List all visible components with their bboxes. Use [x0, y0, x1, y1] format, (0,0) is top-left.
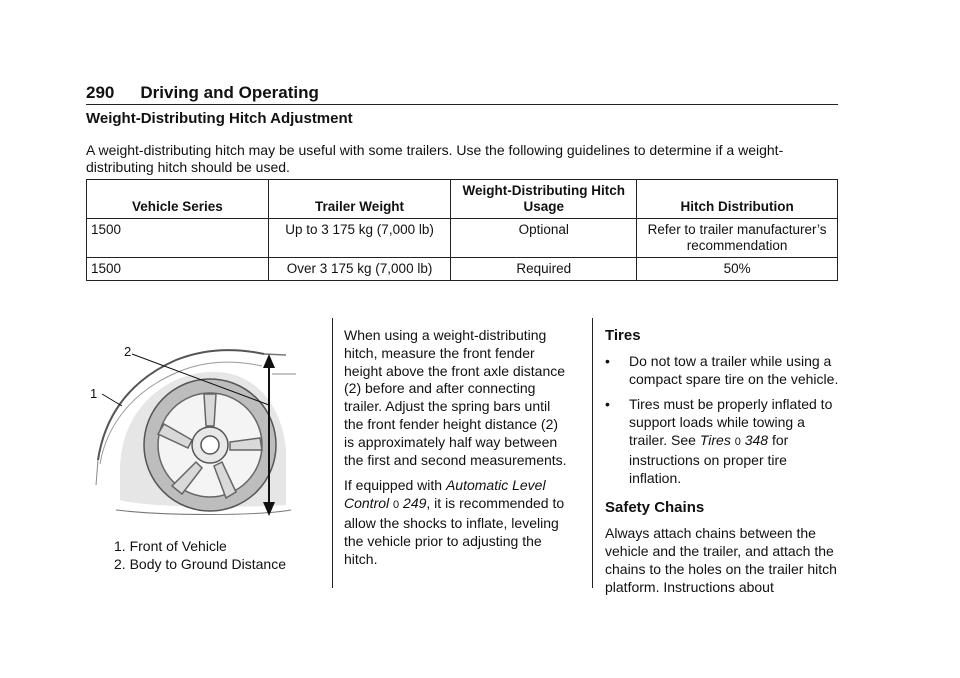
bullet-text: Tires must be properly inflated to support loads while towing a trailer. See	[629, 396, 833, 448]
figure-caption	[114, 537, 286, 573]
page-reference[interactable]: 348	[744, 431, 769, 448]
caption-item: 1. Front of Vehicle	[114, 538, 227, 554]
bullet-text: for instructions on proper tire inflation.	[629, 431, 789, 486]
right-column	[605, 327, 840, 596]
cross-reference-link[interactable]: Automatic Level Control	[344, 477, 546, 512]
middle-column	[344, 327, 572, 576]
bullet-icon: •	[605, 396, 610, 413]
chapter-title: Driving and Operating	[140, 83, 319, 102]
section-title: Weight-Distributing Hitch Adjustment	[86, 110, 353, 127]
list-item	[605, 396, 840, 487]
table-row	[87, 219, 838, 258]
table-cell: Refer to trailer manufacturer’s recommendation	[637, 219, 838, 258]
text-run: , it is recommended to allow the shocks to inflate, leveling the vehicle prior to adjusting the hitch.	[344, 495, 565, 567]
table-cell: 1500	[87, 258, 269, 281]
tires-heading: Tires	[605, 327, 641, 344]
hitch-measure-paragraph: When using a weight-distributing hitch, measure the front fender height above the front axle distance (2) before and after connecting trailer. Adjust the spring bars until the front fender height distance (2) is approximately half way between the first and second measurements.	[344, 327, 567, 468]
wheel-figure	[86, 310, 326, 540]
wheel-illustration	[86, 310, 326, 540]
text-run: If equipped with	[344, 477, 446, 494]
table-cell: Optional	[451, 219, 637, 258]
table-cell: Required	[451, 258, 637, 281]
safety-chains-heading: Safety Chains	[605, 499, 705, 517]
list-item	[605, 353, 840, 389]
table-cell: Over 3 175 kg (7,000 lb)	[268, 258, 451, 281]
page-number: 290	[86, 83, 115, 102]
bullet-icon: •	[605, 352, 610, 369]
column-divider	[332, 318, 333, 588]
safety-chains-paragraph: Always attach chains between the vehicle and the trailer, and attach the chains to the holes on the trailer hitch platform. Instructions about	[605, 525, 837, 595]
column-header: Weight-Distributing Hitch Usage	[451, 180, 637, 219]
hitch-table	[86, 179, 838, 281]
page-ref-icon: 0	[393, 499, 400, 512]
table-cell: Up to 3 175 kg (7,000 lb)	[268, 219, 451, 258]
page-reference[interactable]: 249	[403, 495, 427, 512]
page-header	[86, 84, 838, 105]
cross-reference-link[interactable]: Tires	[699, 431, 731, 448]
bullet-text: Do not tow a trailer while using a compact spare tire on the vehicle.	[629, 352, 839, 387]
intro-paragraph: A weight-distributing hitch may be useful with some trailers. Use the following guidelines to determine if a weight-distributing hitch should be used.	[86, 142, 784, 175]
caption-item: 2. Body to Ground Distance	[114, 556, 286, 572]
column-divider	[592, 318, 593, 588]
column-header: Hitch Distribution	[637, 180, 838, 219]
column-header: Vehicle Series	[87, 180, 269, 219]
level-control-paragraph	[344, 477, 572, 568]
table-cell: 50%	[637, 258, 838, 281]
column-header: Trailer Weight	[268, 180, 451, 219]
page-ref-icon: 0	[734, 435, 741, 448]
table-cell: 1500	[87, 219, 269, 258]
table-header-row	[87, 180, 838, 219]
table-row	[87, 258, 838, 281]
callout-2: 2	[124, 344, 132, 359]
callout-1: 1	[90, 386, 98, 401]
